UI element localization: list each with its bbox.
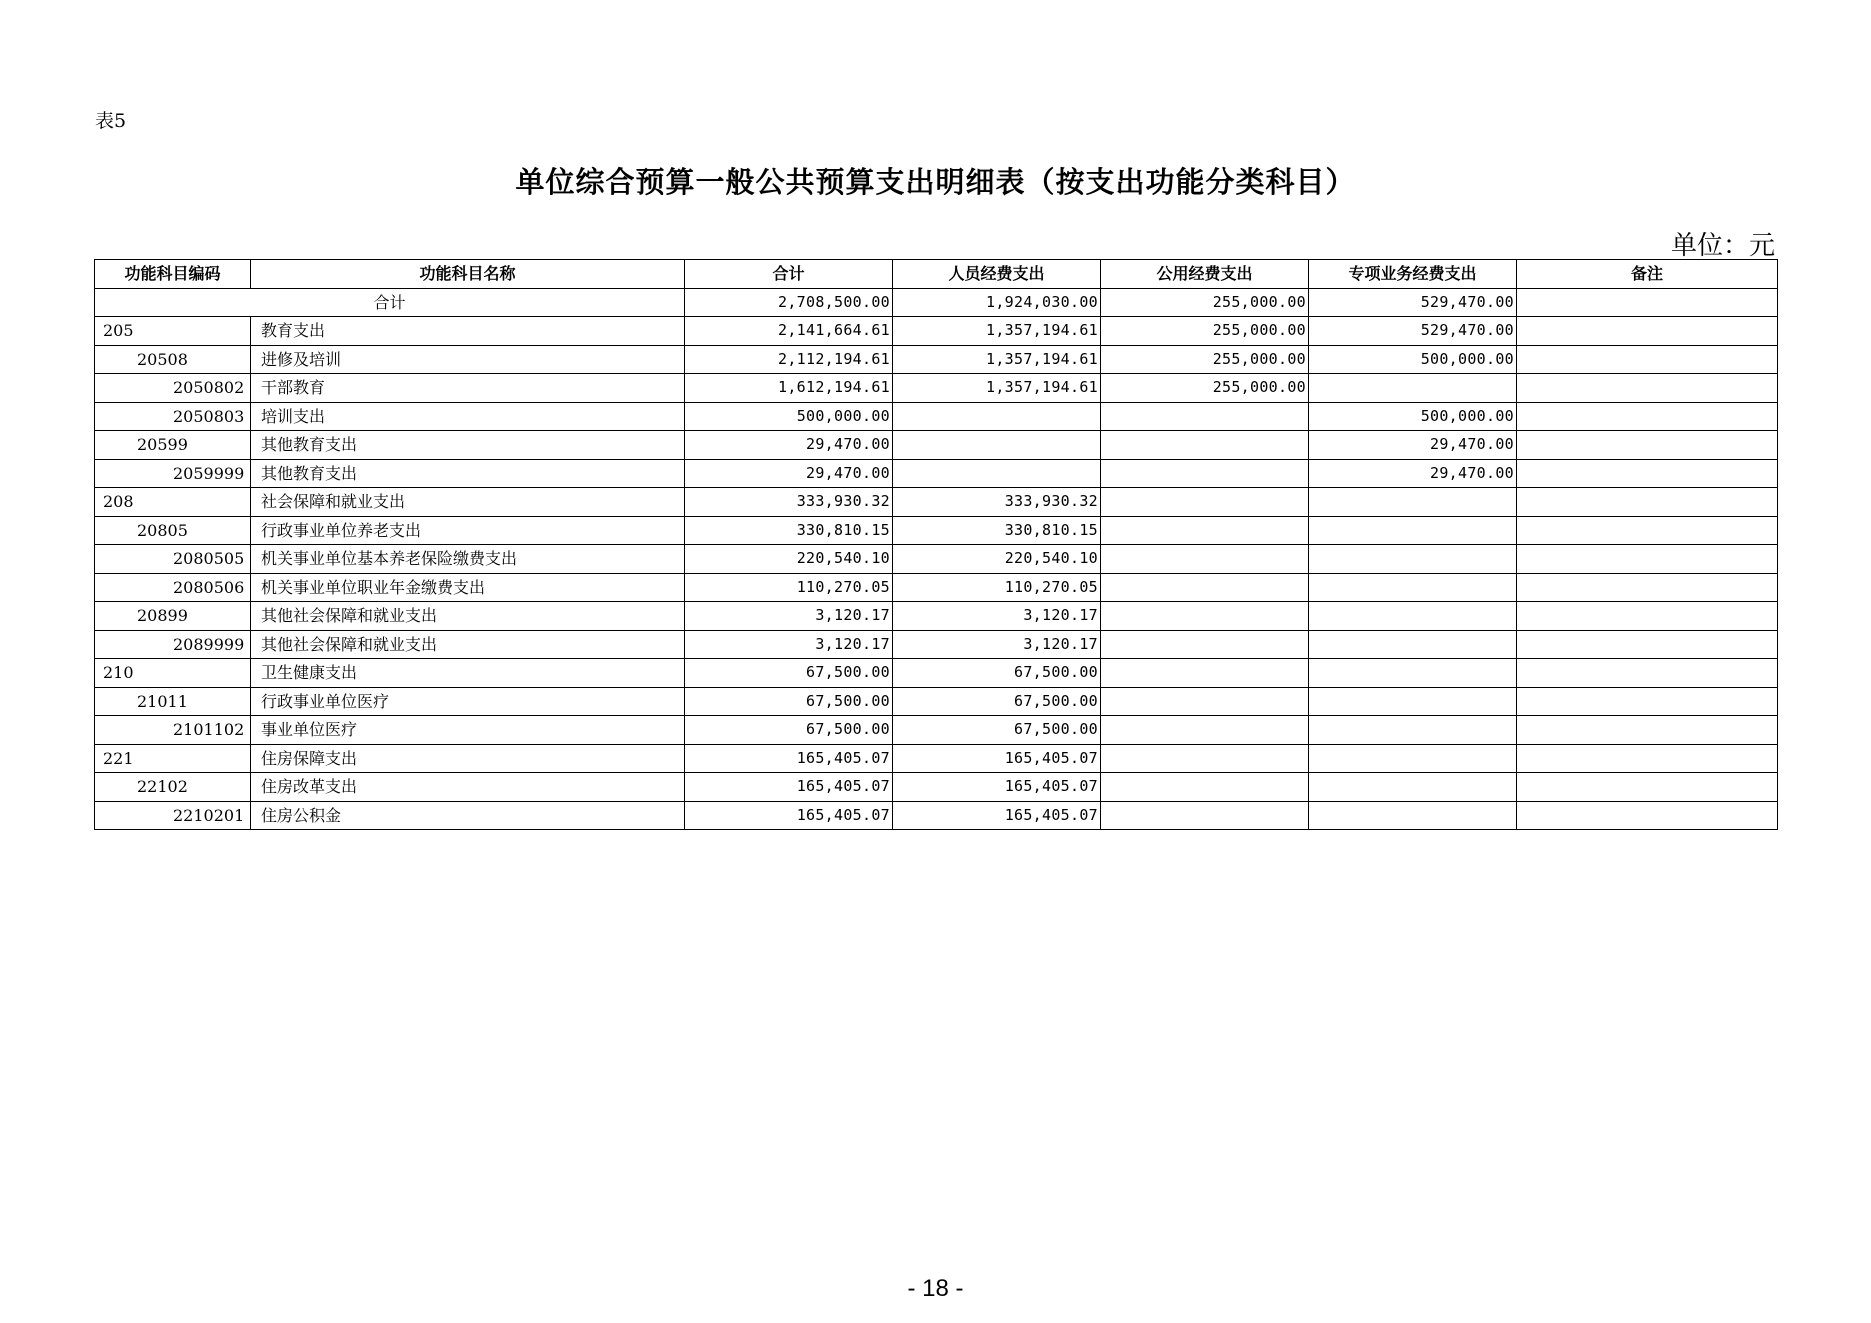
cell-public: 255,000.00	[1101, 317, 1309, 346]
cell-total: 2,112,194.61	[685, 345, 893, 374]
cell-name: 住房公积金	[251, 801, 685, 830]
header-special: 专项业务经费支出	[1309, 260, 1517, 289]
cell-personnel	[893, 459, 1101, 488]
table-row	[95, 573, 1778, 602]
total-cell-public: 255,000.00	[1101, 288, 1309, 317]
cell-note	[1517, 431, 1778, 460]
cell-public	[1101, 516, 1309, 545]
cell-special	[1309, 659, 1517, 688]
header-row	[95, 260, 1778, 289]
table-row	[95, 773, 1778, 802]
cell-code: 20805	[95, 516, 251, 545]
cell-public	[1101, 488, 1309, 517]
unit-label: 单位：元	[1670, 231, 1775, 261]
table-row	[95, 431, 1778, 460]
cell-public	[1101, 459, 1309, 488]
cell-personnel	[893, 431, 1101, 460]
header-public: 公用经费支出	[1101, 260, 1309, 289]
cell-special	[1309, 573, 1517, 602]
cell-name: 干部教育	[251, 374, 685, 403]
cell-note	[1517, 545, 1778, 574]
cell-public	[1101, 630, 1309, 659]
cell-special	[1309, 516, 1517, 545]
cell-note	[1517, 573, 1778, 602]
cell-code: 208	[95, 488, 251, 517]
table-row	[95, 545, 1778, 574]
cell-special	[1309, 602, 1517, 631]
cell-name: 行政事业单位养老支出	[251, 516, 685, 545]
cell-name: 培训支出	[251, 402, 685, 431]
header-code: 功能科目编码	[95, 260, 251, 289]
total-cell-special: 529,470.00	[1309, 288, 1517, 317]
cell-code: 20508	[95, 345, 251, 374]
cell-special	[1309, 630, 1517, 659]
table-row	[95, 345, 1778, 374]
cell-code: 221	[95, 744, 251, 773]
cell-personnel: 1,357,194.61	[893, 345, 1101, 374]
cell-special: 529,470.00	[1309, 317, 1517, 346]
cell-name: 进修及培训	[251, 345, 685, 374]
cell-special	[1309, 545, 1517, 574]
table-row	[95, 459, 1778, 488]
cell-code: 2089999	[95, 630, 251, 659]
table-row	[95, 687, 1778, 716]
cell-personnel: 3,120.17	[893, 602, 1101, 631]
cell-personnel: 333,930.32	[893, 488, 1101, 517]
cell-public	[1101, 744, 1309, 773]
cell-personnel: 3,120.17	[893, 630, 1101, 659]
cell-note	[1517, 516, 1778, 545]
cell-note	[1517, 402, 1778, 431]
total-cell-total: 2,708,500.00	[685, 288, 893, 317]
cell-special: 500,000.00	[1309, 345, 1517, 374]
table-label: 表5	[95, 110, 127, 132]
cell-total: 220,540.10	[685, 545, 893, 574]
cell-public	[1101, 602, 1309, 631]
cell-personnel: 110,270.05	[893, 573, 1101, 602]
cell-public: 255,000.00	[1101, 345, 1309, 374]
cell-note	[1517, 659, 1778, 688]
page-number: - 18 -	[907, 1275, 964, 1302]
cell-code: 2080506	[95, 573, 251, 602]
table-row	[95, 374, 1778, 403]
header-personnel: 人员经费支出	[893, 260, 1101, 289]
cell-name: 其他教育支出	[251, 459, 685, 488]
cell-total: 2,141,664.61	[685, 317, 893, 346]
cell-personnel: 67,500.00	[893, 687, 1101, 716]
cell-total: 165,405.07	[685, 801, 893, 830]
header-note: 备注	[1517, 260, 1778, 289]
cell-total: 67,500.00	[685, 687, 893, 716]
cell-total: 3,120.17	[685, 602, 893, 631]
cell-note	[1517, 630, 1778, 659]
cell-code: 2050803	[95, 402, 251, 431]
header-name: 功能科目名称	[251, 260, 685, 289]
cell-code: 2080505	[95, 545, 251, 574]
cell-total: 165,405.07	[685, 744, 893, 773]
cell-name: 住房保障支出	[251, 744, 685, 773]
header-total: 合计	[685, 260, 893, 289]
cell-public	[1101, 402, 1309, 431]
cell-special	[1309, 374, 1517, 403]
cell-name: 机关事业单位职业年金缴费支出	[251, 573, 685, 602]
cell-note	[1517, 488, 1778, 517]
cell-code: 2101102	[95, 716, 251, 745]
cell-total: 3,120.17	[685, 630, 893, 659]
cell-special	[1309, 773, 1517, 802]
cell-note	[1517, 773, 1778, 802]
cell-code: 22102	[95, 773, 251, 802]
cell-name: 教育支出	[251, 317, 685, 346]
cell-public	[1101, 573, 1309, 602]
total-label: 合计	[95, 288, 685, 317]
table-row	[95, 744, 1778, 773]
cell-note	[1517, 744, 1778, 773]
cell-name: 机关事业单位基本养老保险缴费支出	[251, 545, 685, 574]
cell-public	[1101, 431, 1309, 460]
table-row	[95, 659, 1778, 688]
cell-total: 165,405.07	[685, 773, 893, 802]
cell-note	[1517, 345, 1778, 374]
cell-personnel: 67,500.00	[893, 716, 1101, 745]
cell-special	[1309, 488, 1517, 517]
cell-personnel: 165,405.07	[893, 801, 1101, 830]
cell-total: 67,500.00	[685, 716, 893, 745]
cell-note	[1517, 459, 1778, 488]
cell-note	[1517, 374, 1778, 403]
cell-personnel: 220,540.10	[893, 545, 1101, 574]
cell-name: 其他社会保障和就业支出	[251, 630, 685, 659]
cell-total: 110,270.05	[685, 573, 893, 602]
table-row	[95, 801, 1778, 830]
cell-code: 21011	[95, 687, 251, 716]
cell-name: 行政事业单位医疗	[251, 687, 685, 716]
cell-note	[1517, 716, 1778, 745]
cell-code: 2050802	[95, 374, 251, 403]
table-row	[95, 630, 1778, 659]
cell-note	[1517, 801, 1778, 830]
cell-total: 1,612,194.61	[685, 374, 893, 403]
budget-table	[94, 259, 1778, 830]
cell-personnel: 67,500.00	[893, 659, 1101, 688]
cell-total: 333,930.32	[685, 488, 893, 517]
cell-public	[1101, 716, 1309, 745]
cell-special: 29,470.00	[1309, 459, 1517, 488]
cell-total: 500,000.00	[685, 402, 893, 431]
cell-code: 2210201	[95, 801, 251, 830]
cell-personnel: 165,405.07	[893, 744, 1101, 773]
cell-code: 20899	[95, 602, 251, 631]
cell-name: 其他社会保障和就业支出	[251, 602, 685, 631]
cell-public	[1101, 545, 1309, 574]
cell-personnel: 1,357,194.61	[893, 374, 1101, 403]
cell-personnel: 1,357,194.61	[893, 317, 1101, 346]
cell-public	[1101, 659, 1309, 688]
cell-public	[1101, 687, 1309, 716]
table-row	[95, 602, 1778, 631]
cell-code: 210	[95, 659, 251, 688]
cell-name: 其他教育支出	[251, 431, 685, 460]
cell-special: 29,470.00	[1309, 431, 1517, 460]
total-row	[95, 288, 1778, 317]
cell-name: 住房改革支出	[251, 773, 685, 802]
page-title: 单位综合预算一般公共预算支出明细表（按支出功能分类科目）	[515, 165, 1356, 199]
table-row	[95, 402, 1778, 431]
cell-special	[1309, 687, 1517, 716]
cell-special	[1309, 744, 1517, 773]
table-row	[95, 716, 1778, 745]
table-row	[95, 516, 1778, 545]
cell-public	[1101, 801, 1309, 830]
total-cell-note	[1517, 288, 1778, 317]
table-row	[95, 488, 1778, 517]
cell-special	[1309, 801, 1517, 830]
cell-note	[1517, 317, 1778, 346]
total-cell-personnel: 1,924,030.00	[893, 288, 1101, 317]
cell-name: 卫生健康支出	[251, 659, 685, 688]
cell-total: 29,470.00	[685, 459, 893, 488]
cell-personnel: 330,810.15	[893, 516, 1101, 545]
cell-note	[1517, 602, 1778, 631]
cell-special	[1309, 716, 1517, 745]
cell-name: 事业单位医疗	[251, 716, 685, 745]
cell-personnel	[893, 402, 1101, 431]
cell-public	[1101, 773, 1309, 802]
cell-name: 社会保障和就业支出	[251, 488, 685, 517]
cell-total: 29,470.00	[685, 431, 893, 460]
cell-special: 500,000.00	[1309, 402, 1517, 431]
cell-code: 2059999	[95, 459, 251, 488]
cell-public: 255,000.00	[1101, 374, 1309, 403]
cell-note	[1517, 687, 1778, 716]
cell-code: 205	[95, 317, 251, 346]
cell-code: 20599	[95, 431, 251, 460]
cell-total: 67,500.00	[685, 659, 893, 688]
table-row	[95, 317, 1778, 346]
cell-total: 330,810.15	[685, 516, 893, 545]
cell-personnel: 165,405.07	[893, 773, 1101, 802]
